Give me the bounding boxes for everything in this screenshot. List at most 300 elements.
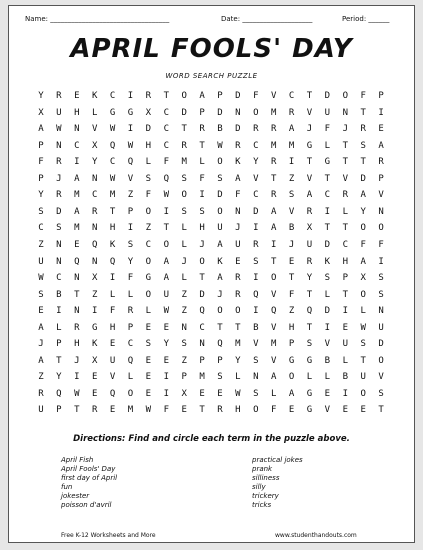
grid-letter: T [74, 405, 80, 416]
grid-letter: M [235, 339, 241, 350]
grid-letter: C [342, 239, 348, 250]
grid-letter: F [127, 273, 134, 284]
grid-letter: F [163, 405, 169, 416]
grid-letter: R [91, 206, 98, 217]
grid-letter: L [181, 223, 187, 234]
grid-letter: X [181, 388, 187, 399]
grid-letter: T [217, 322, 223, 333]
grid-letter: H [342, 256, 348, 267]
grid-letter: E [342, 322, 348, 333]
grid-letter: R [342, 190, 348, 201]
grid-letter: I [324, 322, 331, 333]
grid-letter: Q [127, 355, 134, 366]
grid-letter: T [181, 124, 187, 135]
grid-letter: F [378, 239, 384, 250]
grid-letter: D [235, 124, 241, 135]
grid-letter: O [145, 206, 152, 217]
grid-letter: F [145, 190, 152, 201]
grid-letter: U [38, 405, 44, 416]
grid-letter: R [270, 157, 277, 168]
grid-letter: C [253, 140, 259, 151]
grid-letter: O [253, 107, 259, 118]
period-field: Period: ______ [342, 15, 390, 23]
grid-letter: C [163, 124, 169, 135]
grid-letter: V [270, 289, 277, 300]
grid-letter: S [127, 239, 134, 250]
grid-letter: Q [270, 306, 277, 317]
grid-letter: F [360, 91, 366, 101]
grid-letter: U [235, 239, 241, 250]
word-list-item: practical jokes [252, 456, 303, 464]
grid-letter: W [74, 388, 80, 399]
grid-letter: O [378, 223, 384, 234]
grid-letter: Z [288, 173, 295, 184]
grid-letter: Q [91, 239, 98, 250]
grid-letter: W [109, 124, 116, 135]
grid-letter: S [253, 388, 259, 399]
grid-letter: T [270, 256, 277, 267]
grid-letter: A [270, 223, 277, 234]
grid-letter: H [145, 140, 152, 151]
grid-letter: P [56, 339, 62, 350]
grid-letter: S [145, 173, 152, 184]
grid-letter: T [360, 157, 366, 168]
grid-letter: Y [38, 91, 44, 101]
grid-letter: Y [360, 206, 366, 217]
grid-letter: P [181, 372, 187, 383]
grid-letter: R [270, 124, 277, 135]
word-list-item: April Fools' Day [61, 465, 116, 473]
grid-letter: G [127, 107, 134, 118]
grid-letter: R [270, 190, 277, 201]
grid-letter: O [217, 306, 223, 317]
grid-letter: L [199, 157, 205, 168]
grid-letter: D [235, 91, 241, 101]
grid-letter: C [288, 91, 295, 101]
grid-letter: I [74, 157, 80, 168]
grid-letter: O [145, 289, 152, 300]
grid-letter: V [306, 107, 313, 118]
grid-letter: E [163, 355, 169, 366]
grid-letter: I [199, 190, 205, 201]
grid-letter: E [145, 355, 152, 366]
grid-letter: S [288, 190, 295, 201]
grid-letter: K [91, 339, 98, 350]
word-list-left [61, 456, 117, 510]
grid-letter: Z [38, 239, 44, 250]
grid-letter: K [217, 256, 223, 267]
grid-letter: Q [217, 339, 223, 350]
grid-letter: J [199, 239, 205, 250]
grid-letter: A [360, 190, 366, 201]
grid-letter: L [181, 239, 187, 250]
grid-letter: C [109, 157, 116, 168]
grid-letter: O [270, 273, 277, 284]
grid-letter: T [235, 322, 241, 333]
grid-letter: P [199, 107, 205, 118]
grid-letter: R [56, 91, 62, 101]
grid-letter: Y [38, 190, 44, 201]
grid-letter: Z [145, 223, 152, 234]
grid-letter: I [253, 223, 259, 234]
grid-letter: Q [109, 140, 116, 151]
grid-letter: A [270, 372, 277, 383]
grid-letter: R [127, 306, 134, 317]
grid-letter: P [342, 273, 348, 284]
grid-letter: Q [127, 157, 134, 168]
grid-letter: U [109, 355, 116, 366]
grid-letter: N [235, 107, 241, 118]
grid-letter: J [56, 173, 62, 184]
grid-letter: V [306, 173, 313, 184]
grid-letter: E [235, 256, 241, 267]
grid-letter: V [270, 355, 277, 366]
grid-letter: I [163, 372, 169, 383]
grid-letter: L [360, 306, 366, 317]
word-list-right [252, 456, 303, 510]
grid-letter: E [342, 405, 348, 416]
grid-letter: D [181, 107, 187, 118]
grid-letter: I [74, 372, 80, 383]
grid-letter: A [74, 173, 80, 184]
grid-letter: T [306, 91, 313, 101]
grid-letter: L [306, 372, 313, 383]
grid-letter: V [109, 372, 116, 383]
grid-letter: L [324, 140, 331, 151]
grid-letter: V [324, 405, 331, 416]
grid-letter: I [324, 206, 331, 217]
grid-letter: T [306, 322, 313, 333]
grid-letter: W [163, 306, 169, 317]
grid-letter: B [253, 322, 259, 333]
grid-letter: P [378, 173, 384, 184]
grid-letter: J [181, 256, 187, 267]
grid-letter: O [181, 91, 187, 101]
word-list-item: jokester [61, 492, 90, 500]
grid-letter: W [127, 140, 134, 151]
grid-letter: I [163, 388, 169, 399]
grid-letter: O [181, 190, 187, 201]
grid-letter: V [253, 173, 259, 184]
grid-letter: I [253, 273, 259, 284]
grid-letter: C [91, 190, 98, 201]
grid-letter: X [91, 140, 98, 151]
grid-letter: E [145, 388, 152, 399]
grid-letter: E [91, 372, 98, 383]
grid-letter: S [217, 372, 223, 383]
grid-letter: O [235, 306, 241, 317]
grid-letter: E [109, 339, 116, 350]
footer-left: Free K-12 Worksheets and More [61, 532, 156, 539]
grid-letter: S [253, 256, 259, 267]
grid-letter: M [270, 140, 277, 151]
page-subtitle: WORD SEARCH PUZZLE [165, 72, 258, 80]
grid-letter: V [270, 322, 277, 333]
grid-letter: H [235, 405, 241, 416]
grid-letter: M [109, 190, 116, 201]
grid-letter: Q [306, 306, 313, 317]
grid-letter: A [306, 190, 313, 201]
grid-letter: L [324, 289, 331, 300]
grid-letter: U [324, 107, 331, 118]
grid-letter: W [163, 190, 169, 201]
grid-letter: I [127, 223, 134, 234]
grid-letter: O [145, 256, 152, 267]
grid-letter: I [56, 306, 62, 317]
grid-letter: E [163, 322, 169, 333]
grid-letter: M [74, 190, 80, 201]
grid-letter: G [145, 273, 152, 284]
grid-letter: Q [109, 388, 116, 399]
grid-letter: K [235, 157, 241, 168]
grid-letter: E [181, 405, 187, 416]
grid-letter: Q [109, 256, 116, 267]
grid-letter: S [38, 206, 44, 217]
grid-letter: N [181, 322, 187, 333]
grid-letter: Y [56, 372, 62, 383]
grid-letter: C [56, 273, 62, 284]
grid-letter: I [127, 124, 134, 135]
grid-letter: P [127, 206, 134, 217]
grid-letter: F [360, 239, 366, 250]
grid-letter: R [235, 273, 241, 284]
grid-letter: G [306, 388, 313, 399]
grid-letter: R [56, 157, 62, 168]
grid-letter: L [270, 388, 277, 399]
grid-letter: D [199, 289, 205, 300]
grid-letter: O [199, 256, 205, 267]
grid-letter: X [145, 107, 152, 118]
grid-letter: Y [127, 256, 134, 267]
grid-letter: D [56, 206, 62, 217]
grid-letter: S [253, 355, 259, 366]
grid-letter: L [127, 289, 134, 300]
grid-letter: G [91, 322, 98, 333]
grid-letter: Z [38, 372, 44, 383]
grid-letter: D [324, 306, 331, 317]
grid-letter: A [38, 322, 44, 333]
grid-letter: Q [74, 256, 80, 267]
grid-letter: A [199, 91, 205, 101]
grid-letter: T [163, 223, 169, 234]
grid-letter: W [38, 273, 44, 284]
grid-letter: M [181, 157, 187, 168]
grid-letter: T [163, 91, 169, 101]
grid-letter: B [56, 289, 62, 300]
grid-letter: T [199, 273, 205, 284]
grid-letter: I [253, 306, 259, 317]
word-list-item: first day of April [61, 474, 118, 482]
grid-letter: L [56, 322, 62, 333]
grid-letter: Z [127, 190, 134, 201]
grid-letter: C [163, 107, 169, 118]
grid-letter: Q [56, 388, 62, 399]
grid-letter: X [360, 273, 366, 284]
grid-letter: Y [163, 339, 169, 350]
grid-letter: T [56, 355, 62, 366]
grid-letter: Z [288, 306, 295, 317]
grid-letter: I [163, 206, 169, 217]
grid-letter: D [217, 190, 223, 201]
grid-letter: P [217, 91, 223, 101]
grid-letter: G [109, 107, 116, 118]
grid-letter: Q [199, 306, 205, 317]
grid-letter: T [306, 289, 313, 300]
grid-letter: S [181, 173, 187, 184]
header-fields [9, 15, 414, 27]
grid-letter: J [235, 223, 241, 234]
grid-letter: U [163, 289, 169, 300]
grid-letter: D [324, 91, 331, 101]
grid-letter: F [270, 405, 277, 416]
grid-letter: N [91, 223, 98, 234]
grid-letter: D [378, 339, 384, 350]
grid-letter: L [127, 372, 134, 383]
grid-letter: S [56, 223, 62, 234]
grid-letter: N [56, 239, 62, 250]
grid-letter: A [235, 173, 241, 184]
grid-letter: O [127, 388, 134, 399]
word-list-item: April Fish [61, 456, 94, 464]
grid-letter: T [199, 140, 205, 151]
grid-letter: D [324, 239, 331, 250]
grid-letter: O [217, 157, 223, 168]
grid-letter: R [253, 239, 259, 250]
grid-letter: N [74, 273, 80, 284]
footer-right: www.studenthandouts.com [275, 532, 357, 539]
grid-letter: P [378, 91, 384, 101]
grid-letter: V [324, 339, 331, 350]
grid-letter: U [378, 322, 384, 333]
grid-letter: L [145, 157, 152, 168]
grid-letter: U [306, 239, 313, 250]
grid-letter: Y [91, 157, 98, 168]
grid-letter: T [109, 206, 116, 217]
grid-letter: V [378, 372, 384, 383]
grid-letter: G [306, 405, 313, 416]
grid-letter: O [217, 206, 223, 217]
grid-letter: G [288, 355, 295, 366]
grid-letter: P [38, 140, 44, 151]
grid-letter: R [145, 91, 152, 101]
grid-letter: J [306, 124, 313, 135]
grid-letter: W [235, 388, 241, 399]
grid-letter: L [324, 372, 331, 383]
grid-letter: J [217, 289, 223, 300]
grid-letter: L [109, 289, 116, 300]
grid-letter: F [109, 306, 116, 317]
grid-letter: O [163, 239, 169, 250]
grid-letter: H [74, 339, 80, 350]
grid-letter: E [360, 405, 366, 416]
grid-letter: O [378, 355, 384, 366]
grid-letter: S [181, 339, 187, 350]
grid-letter: L [145, 306, 152, 317]
grid-letter: H [109, 322, 116, 333]
grid-letter: Z [91, 289, 98, 300]
page-title: APRIL FOOLS' DAY [70, 34, 353, 64]
grid-letter: J [38, 339, 44, 350]
grid-letter: W [109, 173, 116, 184]
grid-letter: S [199, 206, 205, 217]
grid-letter: C [127, 339, 134, 350]
grid-letter: R [360, 124, 366, 135]
grid-letter: F [199, 173, 205, 184]
grid-letter: X [38, 107, 44, 118]
grid-letter: S [360, 339, 366, 350]
grid-letter: H [74, 107, 80, 118]
grid-letter: A [163, 273, 169, 284]
grid-letter: R [378, 157, 384, 168]
grid-letter: O [360, 388, 366, 399]
grid-letter: P [288, 339, 295, 350]
grid-letter: D [360, 173, 366, 184]
grid-letter: E [38, 306, 44, 317]
word-list-item: poisson d'avril [61, 501, 112, 509]
grid-letter: D [253, 206, 259, 217]
grid-letter: N [91, 256, 98, 267]
grid-letter: R [181, 140, 187, 151]
grid-letter: O [360, 289, 366, 300]
grid-letter: T [270, 173, 277, 184]
grid-letter: S [181, 206, 187, 217]
grid-letter: E [288, 405, 295, 416]
grid-letter: T [288, 273, 295, 284]
grid-letter: I [342, 388, 348, 399]
grid-letter: X [91, 355, 98, 366]
grid-letter: T [342, 223, 348, 234]
grid-letter: S [324, 273, 331, 284]
grid-letter: N [342, 107, 348, 118]
grid-letter: R [306, 206, 313, 217]
grid-letter: O [288, 372, 295, 383]
grid-letter: I [378, 107, 384, 118]
grid-letter: I [127, 91, 134, 101]
grid-letter: D [217, 107, 223, 118]
word-list-item: silliness [252, 474, 280, 482]
grid-letter: A [288, 124, 295, 135]
grid-letter: R [235, 289, 241, 300]
grid-letter: T [342, 289, 348, 300]
grid-letter: R [199, 124, 205, 135]
grid-letter: T [342, 157, 348, 168]
grid-letter: A [288, 388, 295, 399]
grid-letter: V [253, 339, 259, 350]
grid-letter: V [270, 91, 277, 101]
grid-letter: A [270, 206, 277, 217]
grid-letter: V [378, 190, 384, 201]
grid-letter: A [217, 273, 223, 284]
grid-letter: C [163, 140, 169, 151]
grid-letter: F [253, 91, 259, 101]
grid-letter: K [109, 239, 116, 250]
grid-letter: S [145, 339, 152, 350]
grid-letter: F [324, 124, 331, 135]
word-list-item: trickery [252, 492, 279, 500]
grid-letter: I [91, 306, 98, 317]
grid-letter: P [38, 173, 44, 184]
grid-letter: N [378, 206, 384, 217]
grid-letter: M [127, 405, 134, 416]
grid-letter: U [38, 256, 44, 267]
grid-letter: E [145, 322, 152, 333]
grid-letter: F [235, 190, 241, 201]
grid-letter: U [217, 223, 223, 234]
grid-letter: N [91, 173, 98, 184]
grid-letter: S [378, 388, 384, 399]
grid-letter: S [378, 273, 384, 284]
grid-letter: I [109, 273, 116, 284]
